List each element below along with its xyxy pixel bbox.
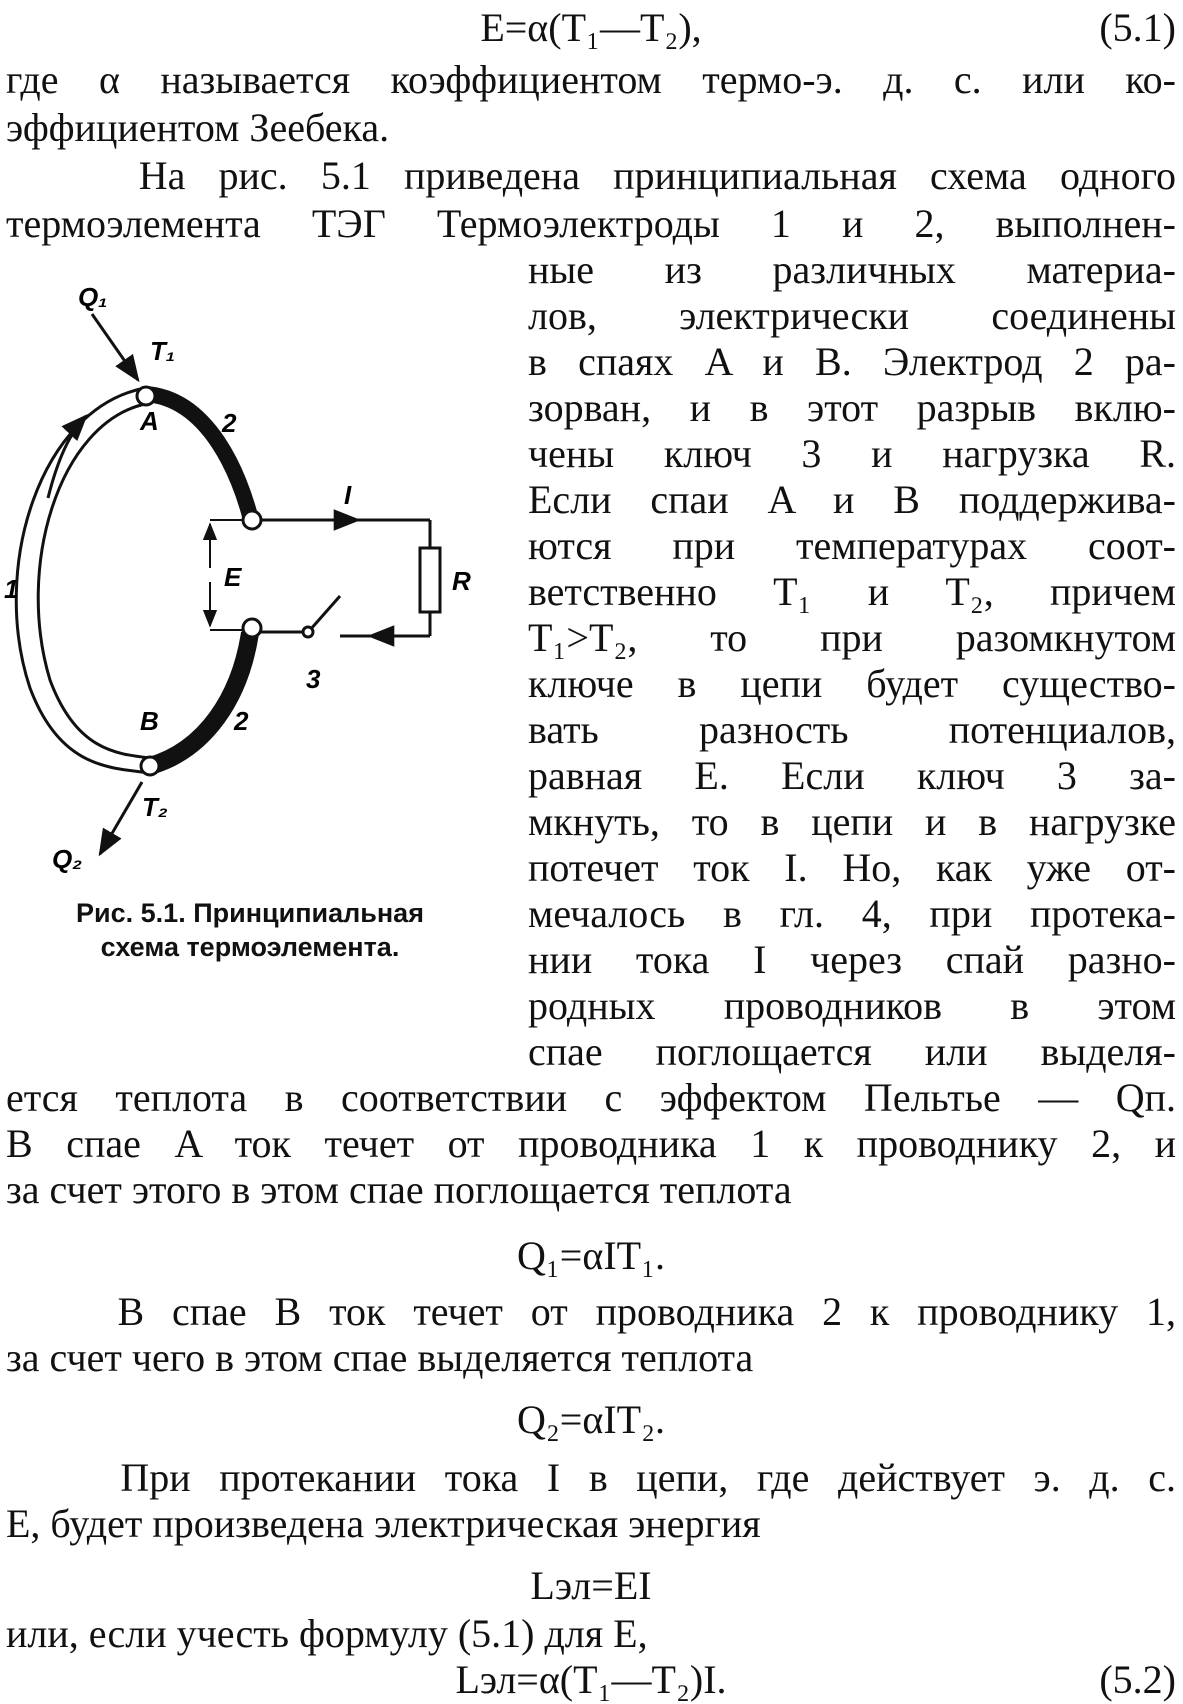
text-line: в спаях A и B. Электрод 2 ра- [528, 339, 1176, 384]
text-line: нии тока I через спай разно- [528, 937, 1176, 982]
label-q1: Q₁ [78, 282, 108, 312]
text-line: мкнуть, то в цепи и в нагрузке [528, 799, 1176, 844]
text-line: T₁>T₂, то при разомкнутом [528, 615, 1176, 660]
label-emf-e: E [224, 562, 242, 592]
equation-l-el: Lэл=EI [530, 1563, 652, 1608]
label-b: B [140, 706, 159, 736]
text-line: лов, электрически соединены [528, 293, 1176, 338]
text-line: В спае B ток течет от проводника 2 к проводнику 1, [6, 1289, 1176, 1334]
equation-number: (5.2) [1099, 1657, 1176, 1702]
text-line: за счет чего в этом спае выделяется теплота [6, 1335, 754, 1380]
text-line: где α называется коэффициентом термо-э. д. с. или ко- [6, 57, 1176, 102]
label-electrode-2-bottom: 2 [234, 706, 249, 736]
text-line: ется теплота в соответствии с эффектом Пельтье — Qп. [6, 1075, 1176, 1120]
label-q2: Q₂ [52, 844, 83, 874]
text-line: равная E. Если ключ 3 за- [528, 753, 1176, 798]
text-line: ные из различных материа- [528, 247, 1176, 292]
resistor-r [420, 548, 440, 612]
terminal-top [243, 511, 261, 529]
heat-out-arrow-q2 [100, 782, 142, 854]
text-line: потечет ток I. Но, как уже от- [528, 845, 1176, 890]
text-line: или, если учесть формулу (5.1) для E, [6, 1611, 648, 1656]
text-line: мечалось в гл. 4, при протека- [528, 891, 1176, 936]
label-a: A [140, 406, 159, 436]
label-switch-3: 3 [306, 664, 321, 694]
heat-in-arrow-q1 [92, 314, 138, 380]
equation-q1: Q₁=αIT₁. [516, 1233, 666, 1278]
text-line: В спае A ток течет от проводника 1 к проводнику 2, и [6, 1121, 1176, 1166]
equation-5-2 [6, 1656, 1176, 1704]
label-electrode-2-top: 2 [222, 408, 237, 438]
figure-thermoelement-schematic [0, 268, 500, 888]
text-line: ветственно T₁ и T₂, причем [528, 569, 1176, 614]
text-line: Если спаи A и B поддержива- [528, 477, 1176, 522]
equation-5-1 [6, 4, 1176, 52]
label-load-r: R [452, 566, 471, 596]
text-line: На рис. 5.1 приведена принципиальная схема одного [6, 153, 1176, 198]
text-line: ключе в цепи будет существо- [528, 661, 1176, 706]
junction-b [141, 757, 159, 775]
text-line: эффициентом Зеебека. [6, 105, 390, 150]
thermoelement-diagram [0, 268, 500, 888]
text-line: зорван, и в этот разрыв вклю- [528, 385, 1176, 430]
text-line: термоэлемента ТЭГ Термоэлектроды 1 и 2, выполнен- [6, 201, 1176, 246]
label-t1: T₁ [150, 336, 176, 366]
equation-formula: Lэл=α(T₁—T₂)I. [455, 1657, 727, 1702]
text-line: вать разность потенциалов, [528, 707, 1176, 752]
figure-caption-line2: схема термоэлемента. [100, 932, 400, 962]
junction-a [137, 387, 155, 405]
figure-caption-line1: Рис. 5.1. Принципиальная [76, 898, 424, 928]
equation-number: (5.1) [1099, 5, 1176, 50]
text-line: E, будет произведена электрическая энергия [6, 1501, 761, 1546]
text-line: чены ключ 3 и нагрузка R. [528, 431, 1176, 476]
text-line: При протекании тока I в цепи, где действует э. д. с. [6, 1455, 1176, 1500]
equation-q2: Q₂=αIT₂. [516, 1397, 666, 1442]
label-electrode-1: 1 [4, 574, 19, 604]
electrode-2-bottom [150, 633, 250, 766]
text-line: ются при температурах соот- [528, 523, 1176, 568]
text-line: спае поглощается или выделя- [528, 1029, 1176, 1074]
switch-3 [310, 596, 340, 630]
text-line: родных проводников в этом [528, 983, 1176, 1028]
label-t2: T₂ [142, 792, 168, 822]
label-current-i: I [344, 480, 352, 510]
equation-formula: E=α(T₁—T₂), [480, 5, 702, 50]
text-line: за счет этого в этом спае поглощается теплота [6, 1167, 792, 1212]
terminal-bottom [243, 619, 261, 637]
